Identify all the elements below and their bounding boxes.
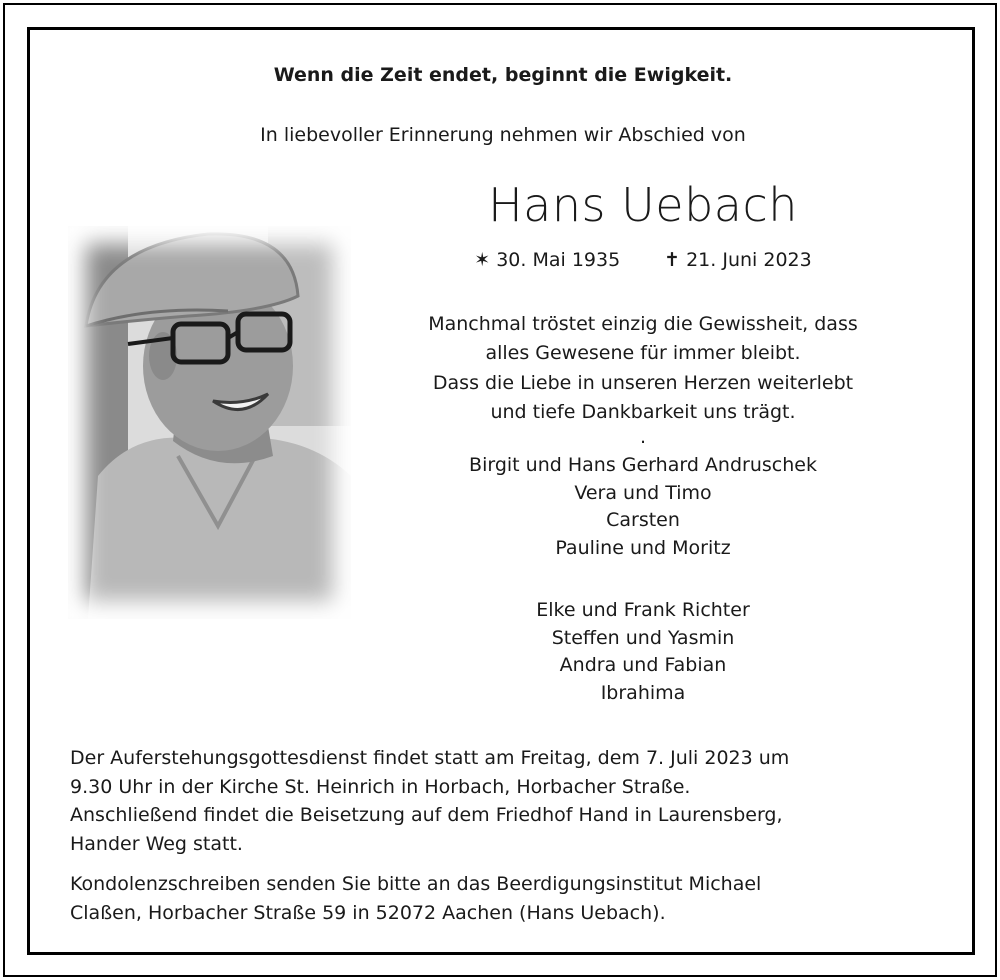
intro-text: In liebevoller Erinnerung nehmen wir Abschied von (260, 124, 746, 146)
service-line: Hander Weg statt. (70, 832, 243, 855)
poem-line: Dass die Liebe in unseren Herzen weiterlebt (432, 371, 854, 394)
portrait-illustration (68, 226, 351, 619)
service-line: 9.30 Uhr in der Kirche St. Heinrich in Horbach, Horbacher Straße. (70, 775, 691, 798)
mourner-line: Steffen und Yasmin (551, 626, 735, 649)
poem (362, 310, 924, 427)
death-cross-icon: ✝ (664, 249, 681, 271)
condolence-info (70, 870, 950, 927)
mourner-line: Vera und Timo (574, 481, 712, 504)
birth-star-icon: ✶ (474, 249, 491, 271)
mourners-group-2 (362, 597, 924, 707)
mourner-line: Birgit und Hans Gerhard Andruschek (469, 454, 817, 476)
mourner-line: Pauline und Moritz (555, 536, 731, 559)
poem-line: und tiefe Dankbarkeit uns trägt. (490, 400, 796, 423)
separator-dot: . (639, 426, 647, 448)
condolence-line: Kondolenzschreiben senden Sie bitte an das Beerdigungsinstitut Michael (70, 873, 762, 895)
condolence-line: Claßen, Horbacher Straße 59 in 52072 Aachen (Hans Uebach). (70, 901, 666, 924)
poem-line: alles Gewesene für immer bleibt. (485, 342, 801, 365)
mourner-line: Carsten (606, 509, 680, 531)
birth-date: 30. Mai 1935 (496, 249, 621, 271)
mourner-line: Ibrahima (600, 681, 686, 704)
mourner-line: Elke und Frank Richter (536, 599, 750, 621)
mourners-group-1 (362, 452, 924, 562)
deceased-name: Hans Uebach (488, 178, 798, 232)
life-dates (362, 249, 924, 271)
service-info (70, 744, 950, 858)
portrait-photo (68, 226, 351, 619)
death-date: 21. Juni 2023 (686, 249, 812, 271)
service-line: Anschließend findet die Beisetzung auf dem Friedhof Hand in Laurensberg, (70, 804, 783, 826)
motto-heading: Wenn die Zeit endet, beginnt die Ewigkeit. (273, 64, 733, 86)
mourner-line: Andra und Fabian (559, 654, 727, 676)
service-line: Der Auferstehungsgottesdienst findet statt am Freitag, dem 7. Juli 2023 um (70, 747, 790, 769)
poem-line: Manchmal tröstet einzig die Gewissheit, dass (428, 313, 858, 335)
